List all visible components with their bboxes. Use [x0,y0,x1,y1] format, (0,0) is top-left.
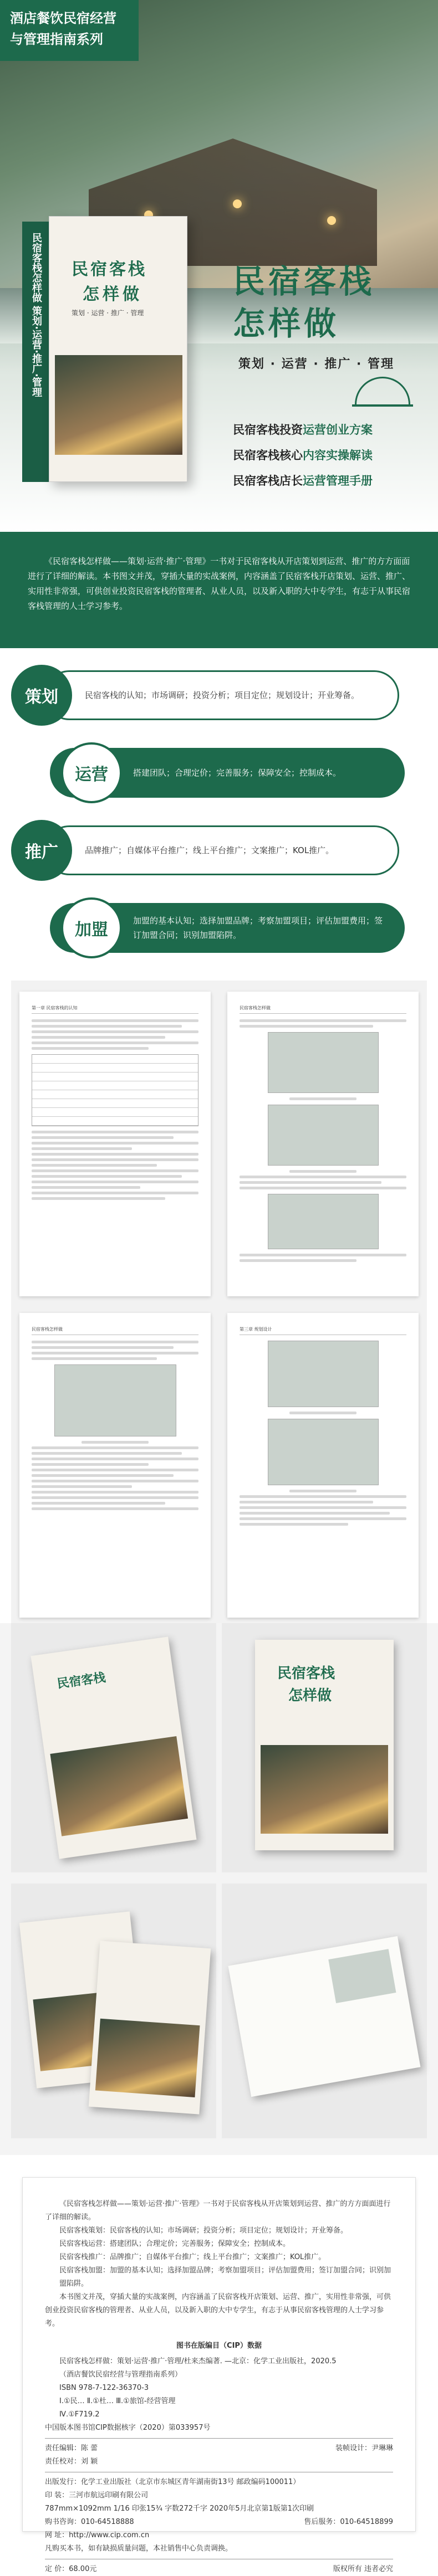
price-line: 定 价：68.00元 [45,2565,97,2573]
slogan-2 [233,447,373,463]
pillar-plan-bar [44,670,399,720]
spread-2-left-page [19,1313,211,1618]
product-photos-section [0,1623,438,2155]
mini-book-title: 民宿客栈 [56,1670,106,1691]
copyright-bullet: 民宿客栈推广：品牌推广；自媒体平台推广；线上平台推广；文案推广；KOL推广。 [59,2253,326,2261]
copyright-section [0,2166,438,2573]
cloche-icon [355,377,410,410]
cip-line: ISBN 978-7-122-36370-3 [59,2384,149,2392]
slogan-1-highlight: 运营创业方案 [303,423,373,437]
slogan-1 [233,421,373,438]
copyright-bullet: 民宿客栈运营：搭建团队；合理定价；完善服务；保障安全；控制成本。 [59,2240,291,2248]
pillar-franchise-text: 加盟的基本认知；选择加盟品牌；考察加盟项目；评估加盟费用；签订加盟合同；识别加盟陷阱。 [133,916,383,940]
pillar-franchise-badge: 加盟 [61,897,122,958]
page-illustration [268,1032,379,1093]
slogan-3 [233,472,373,489]
pillar-promote-text: 品牌推广；自媒体平台推广；线上平台推广；文案推广；KOL推广。 [85,845,334,855]
pillar-promote-bar [44,825,399,875]
rights-line: 版权所有 违者必究 [333,2565,393,2573]
book-cover-3d [22,216,189,493]
spread-1-left-header: 第一章 民宿客栈的认知 [32,1005,198,1014]
hero-title [233,260,375,345]
photo-book-open [222,1884,427,2138]
mini-book-photo [50,1736,188,1836]
lamp-light [327,216,336,225]
book-cover-photo [55,355,182,455]
pillar-plan-text: 民宿客栈的认知；市场调研；投资分析；项目定位；规划设计；开业筹备。 [85,690,360,700]
cip-line: Ⅰ.①民… Ⅱ.①杜… Ⅲ.①旅馆-经营管理 [59,2397,176,2405]
hero-title-line-2: 怎样做 [233,305,340,342]
designer-label: 装帧设计：尹琳琳 [335,2444,393,2452]
mini-book-title-2: 怎样做 [288,1687,332,1704]
mini-book-photo [261,1745,388,1834]
page-spread-2 [11,1302,427,1629]
cip-line: （酒店餐饮民宿经营与管理指南系列） [59,2370,182,2379]
photo-book-covers [11,1884,216,2138]
book-spine: 民宿客栈怎样做 策划·运营·推广·管理 [22,222,49,482]
photo-book-front [222,1623,427,1872]
hero-section [0,0,438,532]
copyright-audience: 本书图文并茂，穿插大量的实战案例，内容涵盖了民宿客栈开店策划、运营、推广，实用性非常强，可供创业投资民宿客栈的管理者、从业人员，以及新入职的大中专学生，有志于从事民宿客栈管理的人士学习参考。 [45,2293,391,2328]
page-spread-1 [11,981,427,1307]
page-illustration [268,1341,379,1407]
website-line: 网 址：http://www.cip.com.cn [45,2531,150,2539]
open-book-pages [228,1936,421,2097]
format-line: 787mm×1092mm 1/16 印张15¾ 字数272千字 2020年5月北京第1版第1次印刷 [45,2505,314,2513]
page-illustration [268,1194,379,1249]
purchase-tel: 购书咨询：010-64518888 [45,2518,134,2526]
page-illustration [268,1105,379,1166]
series-label-box [0,0,139,61]
pillar-plan-badge: 策划 [11,665,72,726]
book-cover-title-1: 民宿客栈 [72,260,147,279]
book-cover-subtitle: 策划 · 运营 · 推广 · 管理 [72,309,144,317]
spread-2-left-header: 民宿客栈怎样做 [32,1326,198,1335]
open-book-picture [328,1949,396,2003]
pillar-operate [0,742,438,809]
spread-1-right-page [227,992,419,1296]
pillar-plan [0,665,438,731]
spread-2-right-page [227,1313,419,1618]
mini-book-title: 民宿客栈 [277,1665,335,1682]
slogan-1-prefix: 民宿客栈投资 [233,423,303,437]
cip-record: 中国版本图书馆CIP数据核字（2020）第033957号 [45,2424,211,2432]
slogan-3-prefix: 民宿客栈店长 [233,474,303,488]
copyright-summary: 《民宿客栈怎样做——策划·运营·推广·管理》一书对于民宿客栈从开店策划到运营、推广的方方面面进行了详细的解读。 [45,2200,391,2221]
series-line-1: 酒店餐饮民宿经营 [10,11,116,26]
spread-1-left-page [19,992,211,1296]
service-tel: 售后服务：010-64518899 [304,2518,393,2526]
publisher-line: 出版发行：化学工业出版社（北京市东城区青年湖南街13号 邮政编码100011） [45,2478,301,2486]
slogan-2-prefix: 民宿客栈核心 [233,449,303,462]
copyright-page [22,2177,416,2573]
hero-subtitle: 策划 · 运营 · 推广 · 管理 [238,357,395,371]
book-cover-title-2: 怎样做 [83,285,142,304]
page-illustration [54,1364,176,1436]
slogan-2-highlight: 内容实操解读 [303,449,373,462]
hero-title-line-1: 民宿客栈 [233,263,375,300]
editor-label: 责任编辑：陈 蕾 [45,2444,98,2452]
intro-text: 《民宿客栈怎样做——策划·运营·推广·管理》一书对于民宿客栈从开店策划到运营、推广的方方面面进行了详细的解读。本书图文并茂，穿插大量的实战案例，内容涵盖了民宿客栈开店策划、运营、推广、实用性非常强，可供创业投资民宿客栈的管理者、从业人员，以及新入职的大中专学生，有志于从事民宿客栈管理的人士学习参考。 [28,556,411,611]
slogan-3-highlight: 运营管理手册 [303,474,373,488]
cip-line: Ⅳ.①F719.2 [59,2410,100,2419]
copyright-bullet: 民宿客栈加盟：加盟的基本认知；选择加盟品牌；考察加盟项目；评估加盟费用；签订加盟合同；识别加盟陷阱。 [59,2266,391,2288]
pillar-promote-badge: 推广 [11,820,72,881]
spread-1-right-header: 民宿客栈怎样做 [240,1005,406,1014]
notice-line: 凡购买本书，如有缺损质量问题，本社销售中心负责调换。 [45,2544,233,2553]
mini-book [255,1640,394,1850]
pillar-promote [0,820,438,886]
page-illustration [268,1419,379,1485]
lamp-light [233,199,242,208]
cip-line: 民宿客栈怎样做：策划·运营·推广·管理/杜来杰编著. —北京：化学工业出版社，2020.5 [59,2357,337,2365]
mini-book [30,1636,196,1859]
printer-line: 印 装：三河市航远印刷有限公司 [45,2491,149,2500]
book-front-cover [49,216,187,482]
photo-book-angle [11,1623,216,1872]
cip-heading: 图书在版编目（CIP）数据 [176,2342,262,2350]
pillar-operate-badge: 运营 [61,742,122,803]
spread-2-right-header: 第三章 规划设计 [240,1326,406,1335]
series-line-2: 与管理指南系列 [10,32,103,47]
pillar-operate-text: 搭建团队；合理定价；完善服务；保障安全；控制成本。 [133,768,342,778]
mini-book-photo [95,2019,200,2097]
intro-section [0,532,438,648]
proof-label: 责任校对：刘 颖 [45,2457,98,2466]
sample-table [32,1054,198,1126]
pillar-franchise [0,897,438,964]
copyright-bullet: 民宿客栈策划：民宿客栈的认知；市场调研；投资分析；项目定位；规划设计；开业筹备。 [59,2226,348,2235]
mini-book [89,1941,211,2114]
